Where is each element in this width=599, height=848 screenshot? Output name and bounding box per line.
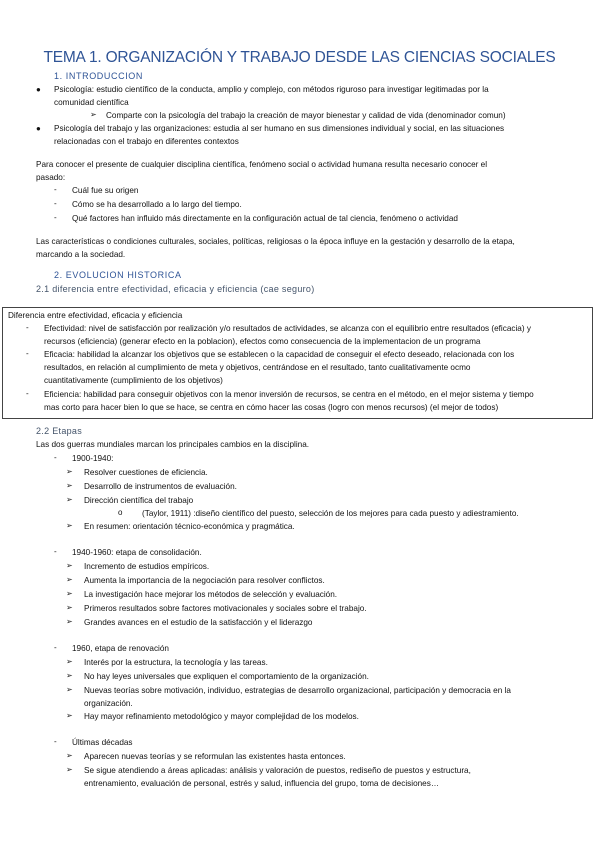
list-item: Grandes avances en el estudio de la satisfacción y el liderazgo [84, 618, 313, 627]
paragraph-line: comunidad científica [54, 98, 129, 107]
box-title: Diferencia entre efectividad, eficacia y eficiencia [8, 311, 183, 320]
dash-bullet-icon: - [26, 349, 29, 358]
paragraph-line: cuantitativamente (cumplimiento de los objetivos) [44, 376, 223, 385]
list-item: No hay leyes universales que expliquen el comportamiento de la organización. [84, 672, 369, 681]
period-label: 1940-1960: etapa de consolidación. [72, 548, 202, 557]
arrow-bullet-icon: ➢ [66, 521, 73, 530]
dash-bullet-icon: - [54, 453, 57, 462]
list-item: Aparecen nuevas teorías y se reformulan las existentes hasta entonces. [84, 752, 346, 761]
list-item: Primeros resultados sobre factores motivacionales y sociales sobre el trabajo. [84, 604, 367, 613]
arrow-bullet-icon: ➢ [66, 685, 73, 694]
period-label: 1960, etapa de renovación [72, 644, 169, 653]
arrow-bullet-icon: ➢ [66, 765, 73, 774]
list-item: Cuál fue su origen [72, 186, 139, 195]
arrow-bullet-icon: ➢ [66, 711, 73, 720]
arrow-bullet-icon: ➢ [66, 751, 73, 760]
dash-bullet-icon: - [54, 547, 57, 556]
paragraph-line: recursos (eficiencia) (generar efecto en la poblacion), efectos como consecuencia de la implementacion de un programa [44, 337, 481, 346]
section-heading-evolucion: 2. EVOLUCION HISTORICA [54, 270, 182, 280]
bullet-dot-icon: ● [36, 85, 41, 94]
list-item: Interés por la estructura, la tecnología y las tareas. [84, 658, 268, 667]
arrow-bullet-icon: ➢ [66, 561, 73, 570]
list-item-continuation: organización. [84, 699, 133, 708]
paragraph-line: relacionadas con el trabajo en diferentes contextos [54, 137, 239, 146]
list-item: En resumen: orientación técnico-económica y pragmática. [84, 522, 295, 531]
list-item: (Taylor, 1911) :diseño científico del puesto, selección de los mejores para cada puesto y adiestramiento. [142, 509, 519, 518]
list-item: La investigación hace mejorar los métodos de selección y evaluación. [84, 590, 338, 599]
dash-bullet-icon: - [54, 213, 57, 222]
paragraph-line: Las características o condiciones culturales, sociales, políticas, religiosas o la época influye en la gestación y desarrollo de la etapa, [36, 237, 515, 246]
list-item: Resolver cuestiones de eficiencia. [84, 468, 208, 477]
list-item: Nuevas teorías sobre motivación, individuo, estrategias de desarrollo organizacional, participación y democracia en la [84, 686, 511, 695]
arrow-bullet-icon: ➢ [66, 603, 73, 612]
subsection-heading: 2.2 Etapas [36, 426, 83, 436]
paragraph-line: Eficacia: habilidad la alcanzar los objetivos que se establecen o la capacidad de conseguir el efecto deseado, relacionada con los [44, 350, 515, 359]
list-item: Desarrollo de instrumentos de evaluación. [84, 482, 237, 491]
list-item: Aumenta la importancia de la negociación para resolver conflictos. [84, 576, 325, 585]
arrow-bullet-icon: ➢ [66, 671, 73, 680]
arrow-bullet-icon: ➢ [66, 589, 73, 598]
dash-bullet-icon: - [26, 323, 29, 332]
dash-bullet-icon: - [54, 737, 57, 746]
arrow-bullet-icon: ➢ [66, 481, 73, 490]
dash-bullet-icon: - [54, 199, 57, 208]
arrow-bullet-icon: ➢ [66, 657, 73, 666]
paragraph-line: mas corto para hacer bien lo que se hace, se centra en cómo hacer las cosas (logro con menos recursos) (el mejor de todos) [44, 403, 499, 412]
paragraph-line: Psicología del trabajo y las organizaciones: estudia al ser humano en sus dimensiones individual y social, en las situaciones [54, 124, 505, 133]
list-item: Incremento de estudios empíricos. [84, 562, 210, 571]
list-item: Cómo se ha desarrollado a lo largo del tiempo. [72, 200, 242, 209]
dash-bullet-icon: - [26, 389, 29, 398]
paragraph-line: Para conocer el presente de cualquier disciplina científica, fenómeno social o actividad humana resulta necesario conocer el [36, 160, 488, 169]
bullet-dot-icon: ● [36, 124, 41, 133]
circle-bullet-icon: o [118, 508, 123, 517]
list-item-continuation: entrenamiento, evaluación de personal, estrés y salud, influencia del grupo, toma de decisiones… [84, 779, 440, 788]
section-heading-introduccion: 1. INTRODUCCION [54, 71, 144, 81]
paragraph-line: Eficiencia: habilidad para conseguir objetivos con la menor inversión de recursos, se centra en el método, en el mejor sistema y tiempo [44, 390, 534, 399]
paragraph-line: pasado: [36, 173, 66, 182]
arrow-bullet-icon: ➢ [90, 110, 97, 119]
list-item: Dirección científica del trabajo [84, 496, 194, 505]
period-label: 1900-1940: [72, 454, 114, 463]
paragraph-line: Comparte con la psicología del trabajo la creación de mayor bienestar y calidad de vida (denominador comun) [106, 111, 506, 120]
list-item: Qué factores han influido más directamente en la configuración actual de tal ciencia, fenómeno o actividad [72, 214, 458, 223]
list-item: Hay mayor refinamiento metodológico y mayor complejidad de los modelos. [84, 712, 359, 721]
subsection-heading: 2.1 diferencia entre efectividad, eficacia y eficiencia (cae seguro) [36, 284, 315, 294]
list-item: Se sigue atendiendo a áreas aplicadas: análisis y valoración de puestos, rediseño de puestos y estructura, [84, 766, 471, 775]
arrow-bullet-icon: ➢ [66, 495, 73, 504]
paragraph-line: marcando a la sociedad. [36, 250, 126, 259]
paragraph-line: resultados, en relación al cumplimiento de meta y objetivos, centrándose en el resultado, tanto cualitativamente ocmo [44, 363, 471, 372]
arrow-bullet-icon: ➢ [66, 575, 73, 584]
period-label: Últimas décadas [72, 738, 133, 747]
document-title: TEMA 1. ORGANIZACIÓN Y TRABAJO DESDE LAS CIENCIAS SOCIALES [43, 49, 556, 66]
dash-bullet-icon: - [54, 643, 57, 652]
paragraph-line: Efectividad: nivel de satisfacción por realización y/o resultados de actividades, se alcanza con el equilibrio entre resultados (eficacia) y [44, 324, 531, 333]
arrow-bullet-icon: ➢ [66, 467, 73, 476]
arrow-bullet-icon: ➢ [66, 617, 73, 626]
paragraph-line: Psicología: estudio científico de la conducta, amplio y complejo, con métodos riguroso para investigar legitimadas por la [54, 85, 489, 94]
dash-bullet-icon: - [54, 185, 57, 194]
paragraph-line: Las dos guerras mundiales marcan los principales cambios en la disciplina. [36, 440, 310, 449]
